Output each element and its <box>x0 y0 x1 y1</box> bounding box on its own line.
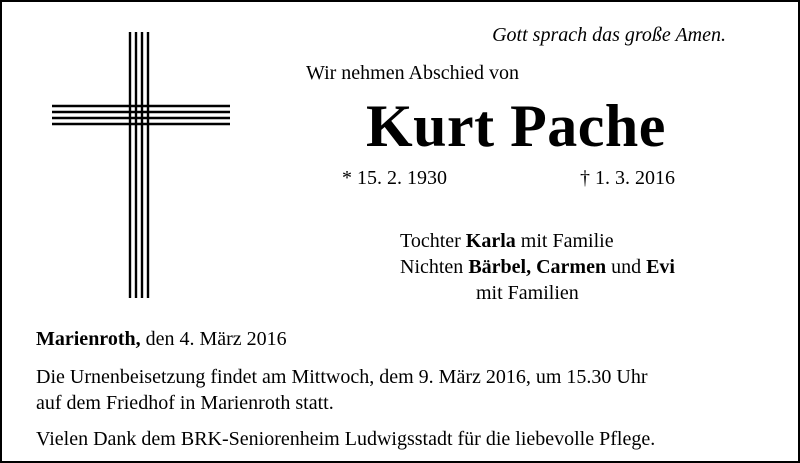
mourner-text: Nichten <box>400 256 469 278</box>
thanks-line: Vielen Dank dem BRK-Seniorenheim Ludwigsstadt für die liebevolle Pflege. <box>36 428 656 450</box>
deceased-name: Kurt Pache <box>366 93 666 159</box>
burial-line: auf dem Friedhof in Marienroth statt. <box>36 392 334 414</box>
motto: Gott sprach das große Amen. <box>492 24 726 46</box>
mourner-line <box>400 228 675 254</box>
burial-info <box>36 364 648 416</box>
mourner-line: mit Familien <box>476 282 579 304</box>
mourner-line <box>400 254 675 280</box>
mourner-name: Evi <box>646 256 675 278</box>
mourners <box>400 228 675 306</box>
birth-date: * 15. 2. 1930 <box>342 167 447 189</box>
intro-line: Wir nehmen Abschied von <box>306 62 520 84</box>
place-date <box>36 328 287 351</box>
date-text: den 4. März 2016 <box>140 328 287 350</box>
mourner-name: Karla <box>465 230 516 252</box>
mourner-text: und <box>606 256 647 278</box>
death-date: † 1. 3. 2016 <box>580 167 675 189</box>
place-name: Marienroth, <box>36 328 141 350</box>
cross-icon <box>52 32 232 298</box>
mourner-text: mit Familie <box>515 230 614 252</box>
burial-line: Die Urnenbeisetzung findet am Mittwoch, dem 9. März 2016, um 15.30 Uhr <box>36 366 648 388</box>
mourner-text: Tochter <box>400 230 466 252</box>
mourner-name: Bärbel, Carmen <box>468 256 607 278</box>
